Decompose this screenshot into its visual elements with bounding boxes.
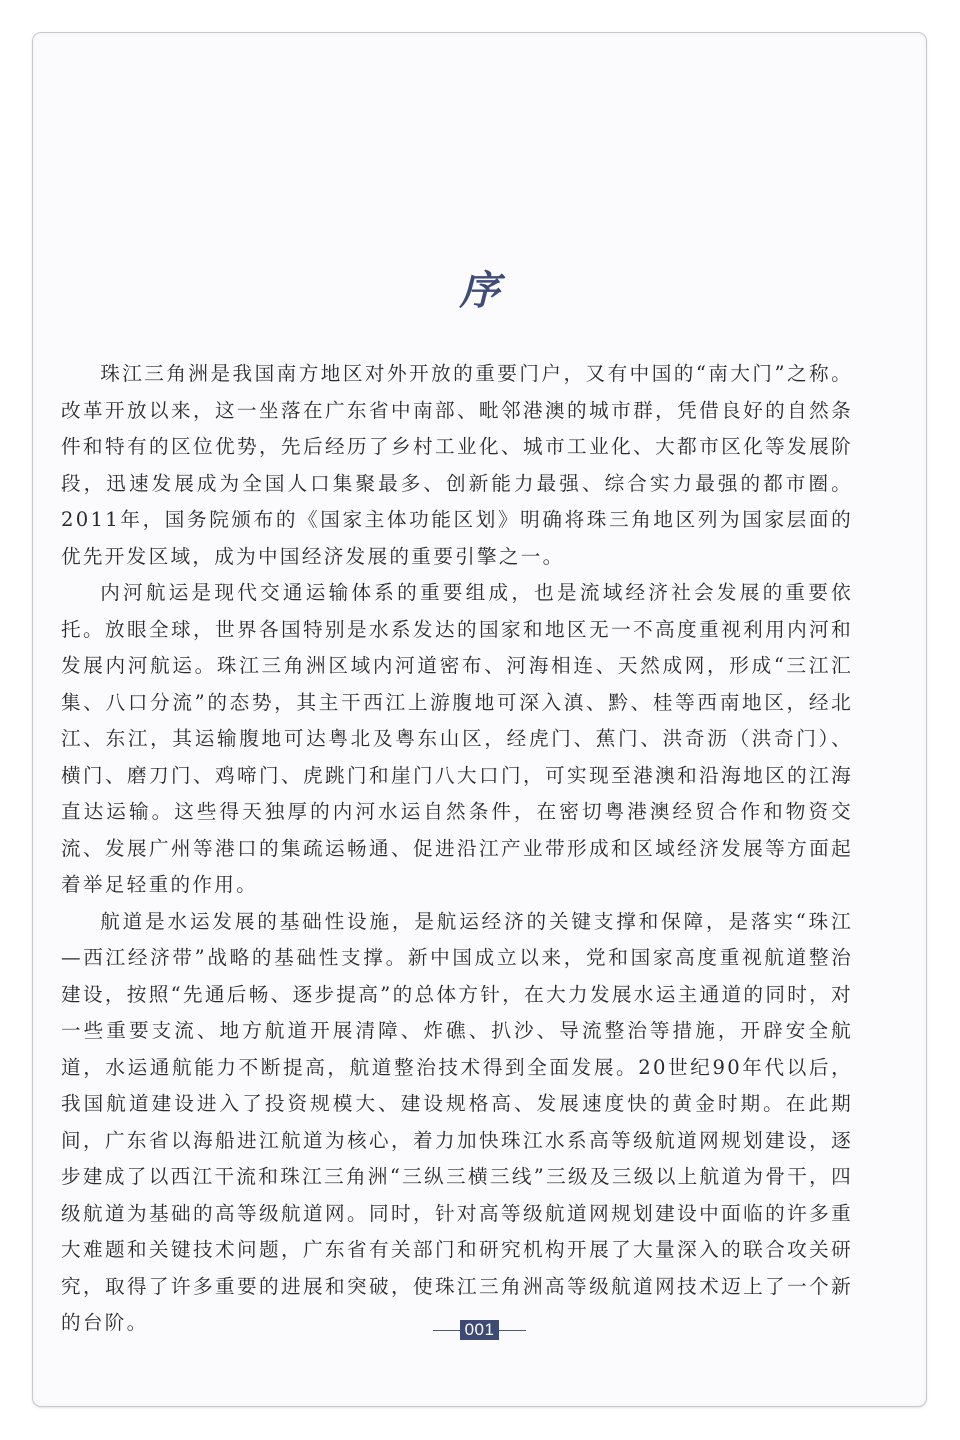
page-number: 001	[460, 1320, 500, 1340]
paragraph-3: 航道是水运发展的基础性设施，是航运经济的关键支撑和保障，是落实“珠江—西江经济带”战略的基础性支撑。新中国成立以来，党和国家高度重视航道整治建设，按照“先通后畅、逐步提高”的总体方针，在大力发展水运主通道的同时，对一些重要支流、地方航道开展清障、炸礁、扒沙、导流整治等措施，开辟安全航道，水运通航能力不断提高，航道整治技术得到全面发展。20世纪90年代以后，我国航道建设进入了投资规模大、建设规格高、发展速度快的黄金时期。在此期间，广东省以海船进江航道为核心，着力加快珠江水系高等级航道网规划建设，逐步建成了以西江干流和珠江三角洲“三纵三横三线”三级及三级以上航道为骨干，四级航道为基础的高等级航道网。同时，针对高等级航道网规划建设中面临的许多重大难题和关键技术问题，广东省有关部门和研究机构开展了大量深入的联合攻关研究，取得了许多重要的进展和突破，使珠江三角洲高等级航道网技术迈上了一个新的台阶。	[61, 909, 853, 1334]
folio-rule-left	[433, 1330, 460, 1331]
page-number-footer	[33, 1320, 926, 1340]
preface-body	[61, 356, 853, 1342]
paragraph-2: 内河航运是现代交通运输体系的重要组成，也是流域经济社会发展的重要依托。放眼全球，世界各国特别是水系发达的国家和地区无一不高度重视利用内河和发展内河航运。珠江三角洲区域内河道密布、河海相连、天然成网，形成“三江汇集、八口分流”的态势，其主干西江上游腹地可深入滇、黔、桂等西南地区，经北江、东江，其运输腹地可达粤北及粤东山区，经虎门、蕉门、洪奇沥（洪奇门）、横门、磨刀门、鸡啼门、虎跳门和崖门八大口门，可实现至港澳和沿海地区的江海直达运输。这些得天独厚的内河水运自然条件，在密切粤港澳经贸合作和物资交流、发展广州等港口的集疏运畅通、促进沿江产业带形成和区域经济发展等方面起着举足轻重的作用。	[61, 581, 853, 896]
paragraph-1: 珠江三角洲是我国南方地区对外开放的重要门户，又有中国的“南大门”之称。改革开放以来，这一坐落在广东省中南部、毗邻港澳的城市群，凭借良好的自然条件和特有的区位优势，先后经历了乡村工业化、城市工业化、大都市区化等发展阶段，迅速发展成为全国人口集聚最多、创新能力最强、综合实力最强的都市圈。2011年，国务院颁布的《国家主体功能区划》明确将珠三角地区列为国家层面的优先开发区域，成为中国经济发展的重要引擎之一。	[61, 362, 853, 568]
folio-rule-right	[499, 1330, 526, 1331]
book-page	[32, 32, 927, 1407]
preface-title: 序	[459, 267, 500, 314]
